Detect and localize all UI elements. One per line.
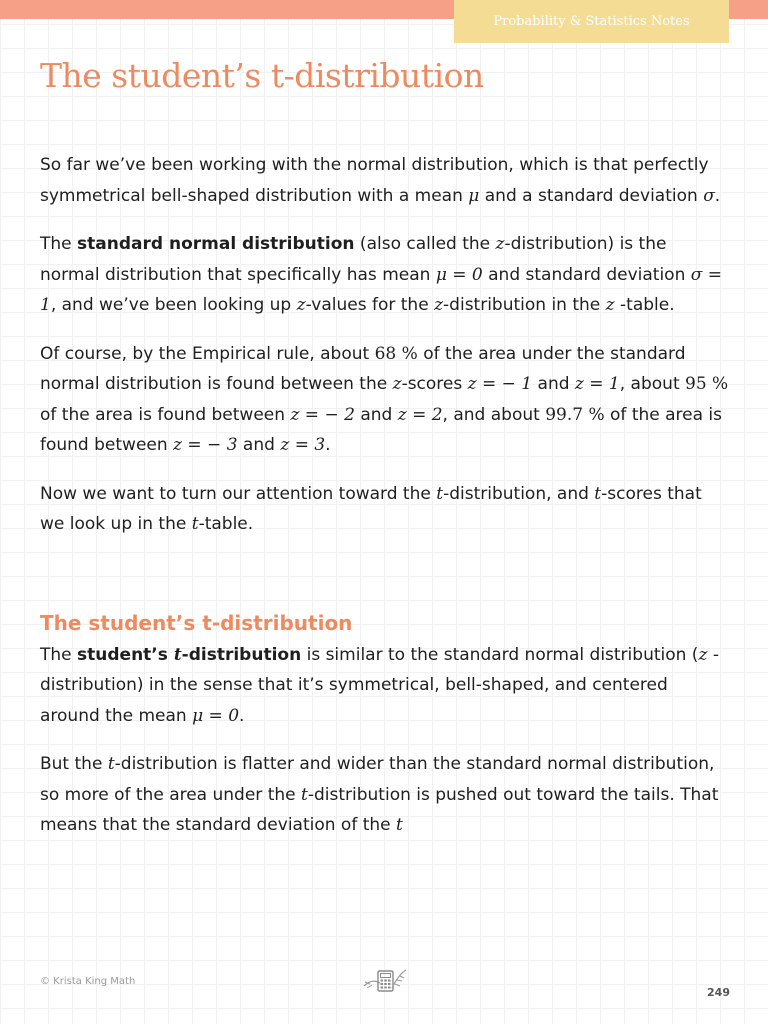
- intro-paragraph-1: So far we’ve been working with the normal distribution, which is that perfectly symmetrical bell-shaped distribution with a mean μ and a standard deviation σ.: [40, 155, 721, 206]
- intro-paragraph-3: Of course, by the Empirical rule, about 68 % of the area under the standard normal distribution is found between the z-scores z = − 1 and z = 1, about 95 % of the area is found between z = − 2 and z = 2, and about 99.7 % of the area is found between z = − 3 and z = 3.: [40, 343, 729, 455]
- term-student-t: student’s t-distribution: [77, 644, 302, 665]
- section-spacer: [40, 558, 730, 608]
- page-number: 249: [707, 986, 730, 999]
- page-title: The student’s t-distribution: [40, 56, 484, 95]
- intro-paragraph-4: Now we want to turn our attention toward the t-distribution, and t-scores that we look up in the t-table.: [40, 483, 702, 534]
- section-paragraph-1: The student’s t-distribution is similar to the standard normal distribution (z -distribution) in the sense that it’s symmetrical, bell-shaped, and centered around the mean μ = 0.: [40, 644, 719, 726]
- section-heading: The student’s t-distribution: [40, 610, 353, 635]
- footer-copyright: © Krista King Math: [40, 976, 136, 987]
- term-standard-normal: standard normal distribution: [77, 234, 355, 254]
- section-paragraph-2: But the t-distribution is flatter and wider than the standard normal distribution, so more of the area under the t-distribution is pushed out toward the tails. That means that the standard deviation of the t: [40, 754, 719, 835]
- calculator-leaf-logo-icon: [362, 966, 408, 996]
- header-tab: [454, 0, 729, 43]
- intro-paragraph-2: The standard normal distribution (also called the z-distribution) is the normal distribution that specifically has mean μ = 0 and standard deviation σ = 1, and we’ve been looking up z-values for the z-distribution in the z -table.: [40, 234, 723, 315]
- page-content: [40, 150, 730, 859]
- header-tab-label: Probability & Statistics Notes: [493, 14, 690, 29]
